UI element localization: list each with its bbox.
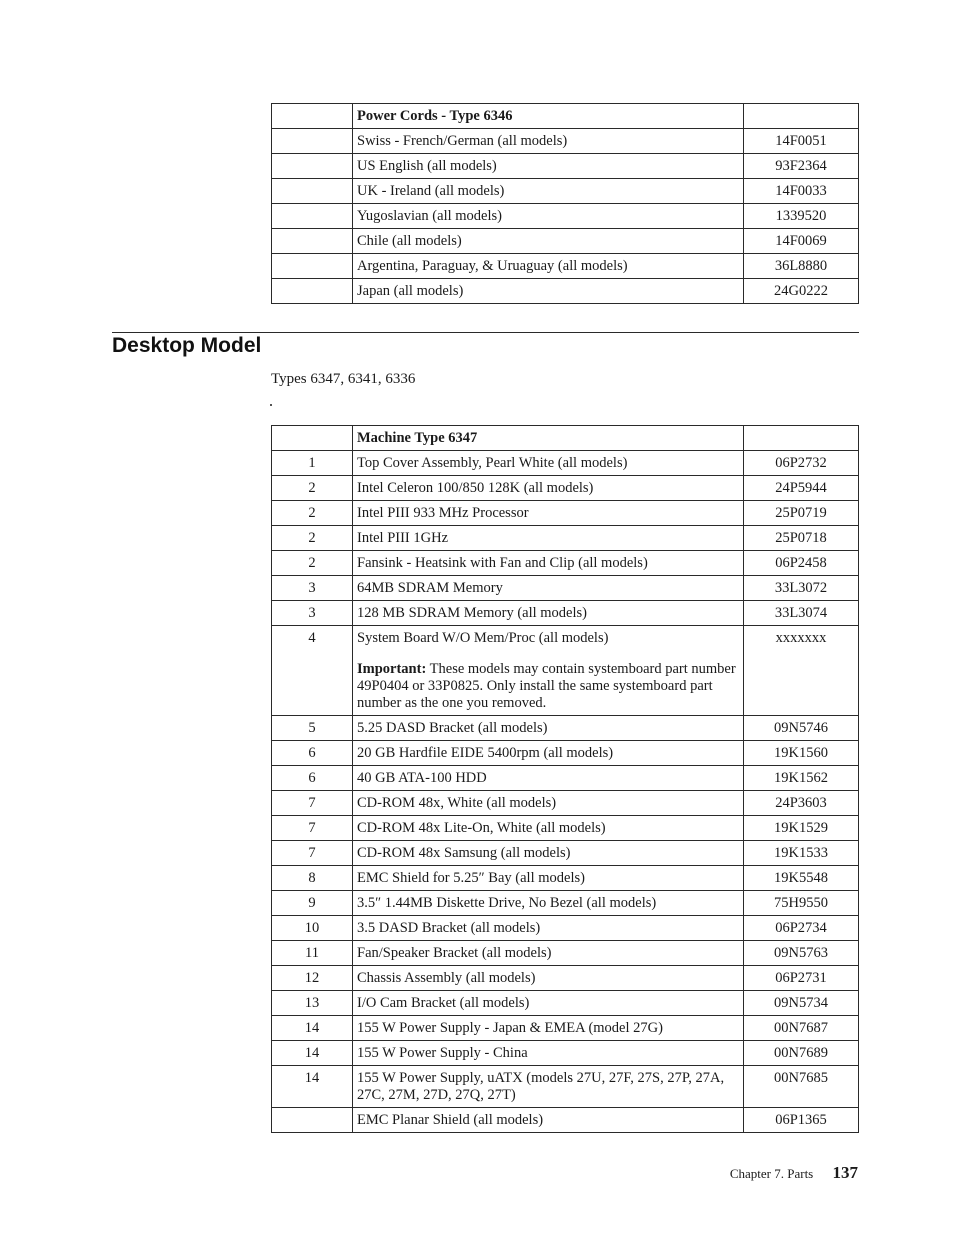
table-row (272, 254, 859, 279)
row-description: 3.5 DASD Bracket (all models) (353, 916, 744, 941)
row-index: 2 (272, 501, 353, 526)
row-description: 64MB SDRAM Memory (353, 576, 744, 601)
row-index: 7 (272, 841, 353, 866)
table-row (272, 1066, 859, 1108)
row-description: 5.25 DASD Bracket (all models) (353, 716, 744, 741)
row-part-number: 06P2731 (744, 966, 859, 991)
table-header-row (272, 104, 859, 129)
row-part-number: 25P0718 (744, 526, 859, 551)
row-index: 14 (272, 1016, 353, 1041)
table-row (272, 991, 859, 1016)
row-index (272, 279, 353, 304)
table-row (272, 841, 859, 866)
row-description: Chassis Assembly (all models) (353, 966, 744, 991)
power-cords-header: Power Cords - Type 6346 (353, 104, 744, 129)
row-index: 11 (272, 941, 353, 966)
row-part-number: 00N7687 (744, 1016, 859, 1041)
row-index: 3 (272, 576, 353, 601)
header-part-cell (744, 426, 859, 451)
row-description: CD-ROM 48x Lite-On, White (all models) (353, 816, 744, 841)
row-part-number: 75H9550 (744, 891, 859, 916)
table-row (272, 451, 859, 476)
power-cords-table (271, 103, 859, 304)
table-row (272, 891, 859, 916)
row-part-number: 00N7689 (744, 1041, 859, 1066)
row-description: Swiss - French/German (all models) (353, 129, 744, 154)
row-index: 14 (272, 1066, 353, 1108)
row-description: 3.5″ 1.44MB Diskette Drive, No Bezel (all models) (353, 891, 744, 916)
row-part-number: 06P2732 (744, 451, 859, 476)
row-description: Argentina, Paraguay, & Uruaguay (all models) (353, 254, 744, 279)
row-index: 2 (272, 476, 353, 501)
row-index (272, 129, 353, 154)
row-index: 7 (272, 816, 353, 841)
row-description: 155 W Power Supply - China (353, 1041, 744, 1066)
row-part-number: 36L8880 (744, 254, 859, 279)
table-row (272, 576, 859, 601)
row-index: 2 (272, 526, 353, 551)
row-index (272, 154, 353, 179)
row-description: 128 MB SDRAM Memory (all models) (353, 601, 744, 626)
row-part-number: 00N7685 (744, 1066, 859, 1108)
row-description: EMC Planar Shield (all models) (353, 1108, 744, 1133)
row-part-number: 06P1365 (744, 1108, 859, 1133)
table-row (272, 1108, 859, 1133)
row-index (272, 229, 353, 254)
table-row (272, 816, 859, 841)
page-number: 137 (832, 1163, 858, 1182)
header-index-cell (272, 104, 353, 129)
row-part-number: 24P5944 (744, 476, 859, 501)
table-row (272, 154, 859, 179)
row-index: 4 (272, 626, 353, 716)
table-row (272, 551, 859, 576)
header-part-cell (744, 104, 859, 129)
table-row (272, 229, 859, 254)
machine-type-header: Machine Type 6347 (353, 426, 744, 451)
row-part-number: 19K5548 (744, 866, 859, 891)
machine-parts-table (271, 425, 859, 1133)
row-part-number: 06P2458 (744, 551, 859, 576)
row-index: 5 (272, 716, 353, 741)
table-row (272, 501, 859, 526)
row-part-number: 19K1562 (744, 766, 859, 791)
system-board-description: System Board W/O Mem/Proc (all models) (357, 630, 609, 646)
table-row (272, 279, 859, 304)
row-part-number: 93F2364 (744, 154, 859, 179)
row-part-number: 33L3072 (744, 576, 859, 601)
row-part-number: 19K1529 (744, 816, 859, 841)
row-part-number: 24P3603 (744, 791, 859, 816)
row-part-number: 1339520 (744, 204, 859, 229)
row-part-number: 33L3074 (744, 601, 859, 626)
table-row (272, 526, 859, 551)
row-description: Fansink - Heatsink with Fan and Clip (all models) (353, 551, 744, 576)
table-row (272, 601, 859, 626)
header-index-cell (272, 426, 353, 451)
row-description: UK - Ireland (all models) (353, 179, 744, 204)
row-index: 7 (272, 791, 353, 816)
row-description: Japan (all models) (353, 279, 744, 304)
row-index: 14 (272, 1041, 353, 1066)
section-rule (112, 332, 859, 333)
table-row (272, 716, 859, 741)
row-description: 40 GB ATA-100 HDD (353, 766, 744, 791)
row-description: Fan/Speaker Bracket (all models) (353, 941, 744, 966)
table-row (272, 1016, 859, 1041)
row-part-number: 19K1560 (744, 741, 859, 766)
table-row (272, 129, 859, 154)
row-description: 155 W Power Supply, uATX (models 27U, 27F, 27S, 27P, 27A, 27C, 27M, 27D, 27Q, 27T) (353, 1066, 744, 1108)
table-row (272, 866, 859, 891)
row-description: EMC Shield for 5.25″ Bay (all models) (353, 866, 744, 891)
row-description: CD-ROM 48x, White (all models) (353, 791, 744, 816)
row-part-number: 14F0069 (744, 229, 859, 254)
row-index: 2 (272, 551, 353, 576)
row-part-number: 14F0051 (744, 129, 859, 154)
row-part-number: 09N5734 (744, 991, 859, 1016)
row-index (272, 179, 353, 204)
row-part-number: 24G0222 (744, 279, 859, 304)
row-description (353, 626, 744, 716)
important-note (357, 661, 739, 712)
footer-chapter: Chapter 7. Parts (729, 1166, 814, 1181)
table-row (272, 966, 859, 991)
table-row (272, 941, 859, 966)
table-row (272, 626, 859, 716)
system-board-section (272, 626, 859, 716)
row-description: I/O Cam Bracket (all models) (353, 991, 744, 1016)
row-part-number: xxxxxxx (744, 626, 859, 716)
row-part-number: 14F0033 (744, 179, 859, 204)
row-index: 3 (272, 601, 353, 626)
table-row (272, 741, 859, 766)
machine-parts-table-body-2 (272, 716, 859, 1133)
row-index: 8 (272, 866, 353, 891)
table-row (272, 204, 859, 229)
table-row (272, 916, 859, 941)
row-part-number: 25P0719 (744, 501, 859, 526)
row-description: 20 GB Hardfile EIDE 5400rpm (all models) (353, 741, 744, 766)
row-part-number: 06P2734 (744, 916, 859, 941)
row-description: Intel Celeron 100/850 128K (all models) (353, 476, 744, 501)
row-description: Yugoslavian (all models) (353, 204, 744, 229)
row-index: 12 (272, 966, 353, 991)
table-row (272, 766, 859, 791)
row-index (272, 1108, 353, 1133)
row-part-number: 09N5763 (744, 941, 859, 966)
page-footer (730, 1163, 858, 1183)
row-description: Intel PIII 933 MHz Processor (353, 501, 744, 526)
table-row (272, 476, 859, 501)
row-part-number: 09N5746 (744, 716, 859, 741)
important-text: These models may contain systemboard part number 49P0404 or 33P0825. Only install the same systemboard part number as the one you removed. (357, 661, 736, 711)
section-title: Desktop Model (112, 334, 262, 357)
stray-mark (270, 404, 272, 406)
row-index: 6 (272, 741, 353, 766)
row-index: 9 (272, 891, 353, 916)
table-row (272, 179, 859, 204)
machine-parts-table-body (272, 426, 859, 626)
row-index: 1 (272, 451, 353, 476)
row-description: Chile (all models) (353, 229, 744, 254)
row-description: 155 W Power Supply - Japan & EMEA (model 27G) (353, 1016, 744, 1041)
types-line: Types 6347, 6341, 6336 (271, 371, 416, 387)
row-index: 10 (272, 916, 353, 941)
table-row (272, 791, 859, 816)
row-description: Intel PIII 1GHz (353, 526, 744, 551)
row-description: US English (all models) (353, 154, 744, 179)
row-part-number: 19K1533 (744, 841, 859, 866)
row-index (272, 204, 353, 229)
power-cords-table-body (272, 104, 859, 304)
row-index (272, 254, 353, 279)
table-row (272, 1041, 859, 1066)
row-description: Top Cover Assembly, Pearl White (all models) (353, 451, 744, 476)
important-label: Important: (357, 661, 427, 677)
row-description: CD-ROM 48x Samsung (all models) (353, 841, 744, 866)
row-index: 6 (272, 766, 353, 791)
row-index: 13 (272, 991, 353, 1016)
table-header-row (272, 426, 859, 451)
